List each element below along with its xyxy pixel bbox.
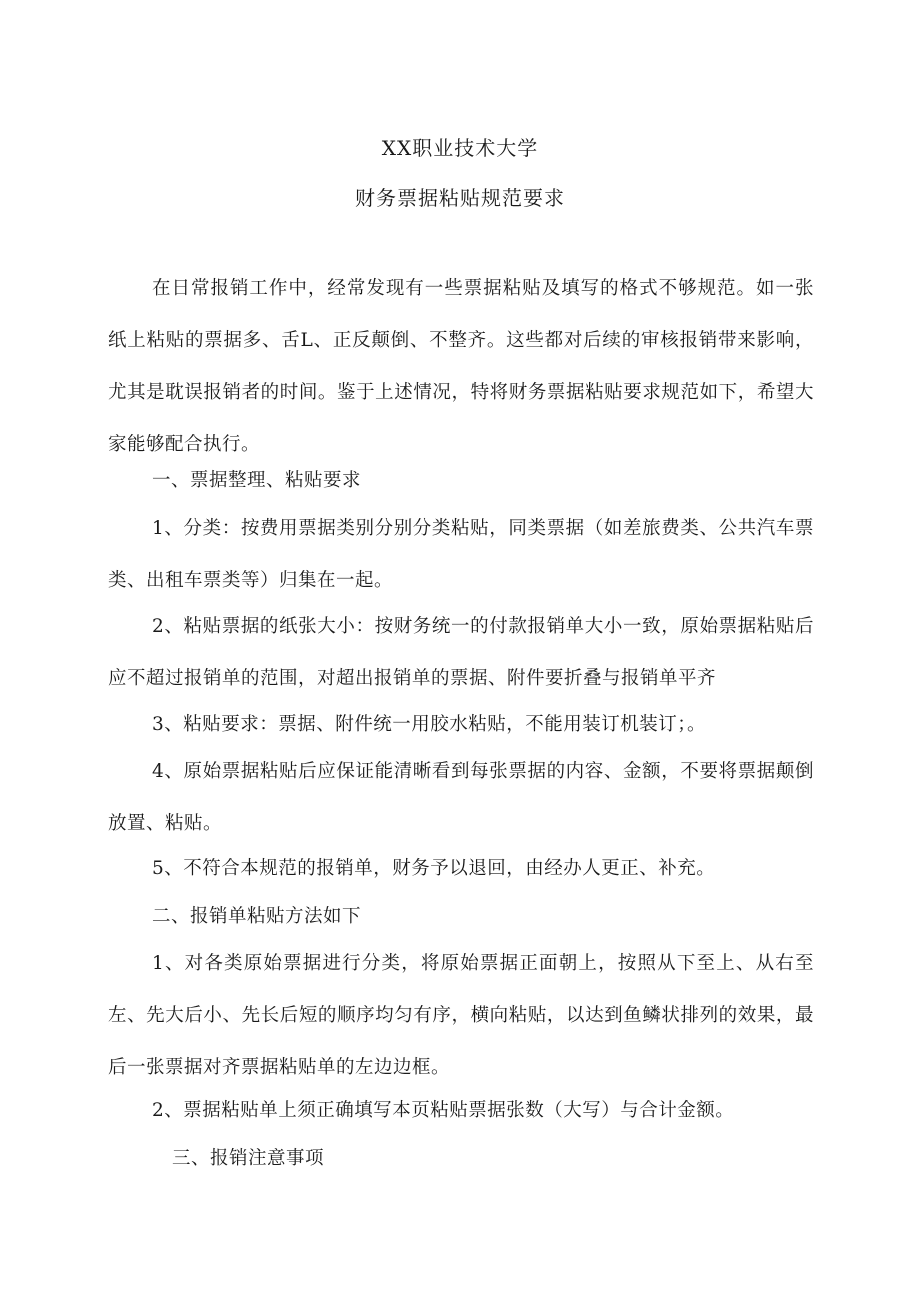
section-heading-2: 二、报销单粘贴方法如下	[152, 906, 362, 927]
section1-item-2: 2、粘贴票据的纸张大小：按财务统一的付款报销单大小一致，原始票据粘贴后应不超过报销单的范围，对超出报销单的票据、附件要折叠与报销单平齐	[108, 616, 814, 689]
document-subtitle: 财务票据粘贴规范要求	[355, 186, 565, 210]
section1-item-5: 5、不符合本规范的报销单，财务予以退回，由经办人更正、补充。	[152, 858, 716, 879]
section-heading-3: 三、报销注意事项	[172, 1148, 325, 1169]
section1-item-3: 3、粘贴要求：票据、附件统一用胶水粘贴，不能用装订机装订；。	[152, 714, 707, 735]
document-title: XX职业技术大学	[381, 136, 539, 160]
section2-item-2: 2、票据粘贴单上须正确填写本页粘贴票据张数（大写）与合计金额。	[152, 1100, 735, 1121]
section1-item-4: 4、原始票据粘贴后应保证能清晰看到每张票据的内容、金额，不要将票据颠倒放置、粘贴。	[108, 761, 814, 834]
section-heading-1: 一、票据整理、粘贴要求	[152, 470, 362, 491]
intro-paragraph: 在日常报销工作中，经常发现有一些票据粘贴及填写的格式不够规范。如一张纸上粘贴的票据多、舌L、正反颠倒、不整齐。这些都对后续的审核报销带来影响，尤其是耽误报销者的时间。鉴于上述情况，特将财务票据粘贴要求规范如下，希望大家能够配合执行。	[108, 278, 814, 455]
section2-item-1: 1、对各类原始票据进行分类，将原始票据正面朝上，按照从下至上、从右至左、先大后小、先长后短的顺序均匀有序，横向粘贴，以达到鱼鳞状排列的效果，最后一张票据对齐票据粘贴单的左边边框。	[108, 953, 814, 1078]
section1-item-1: 1、分类：按费用票据类别分别分类粘贴，同类票据（如差旅费类、公共汽车票类、出租车票类等）归集在一起。	[108, 518, 814, 591]
